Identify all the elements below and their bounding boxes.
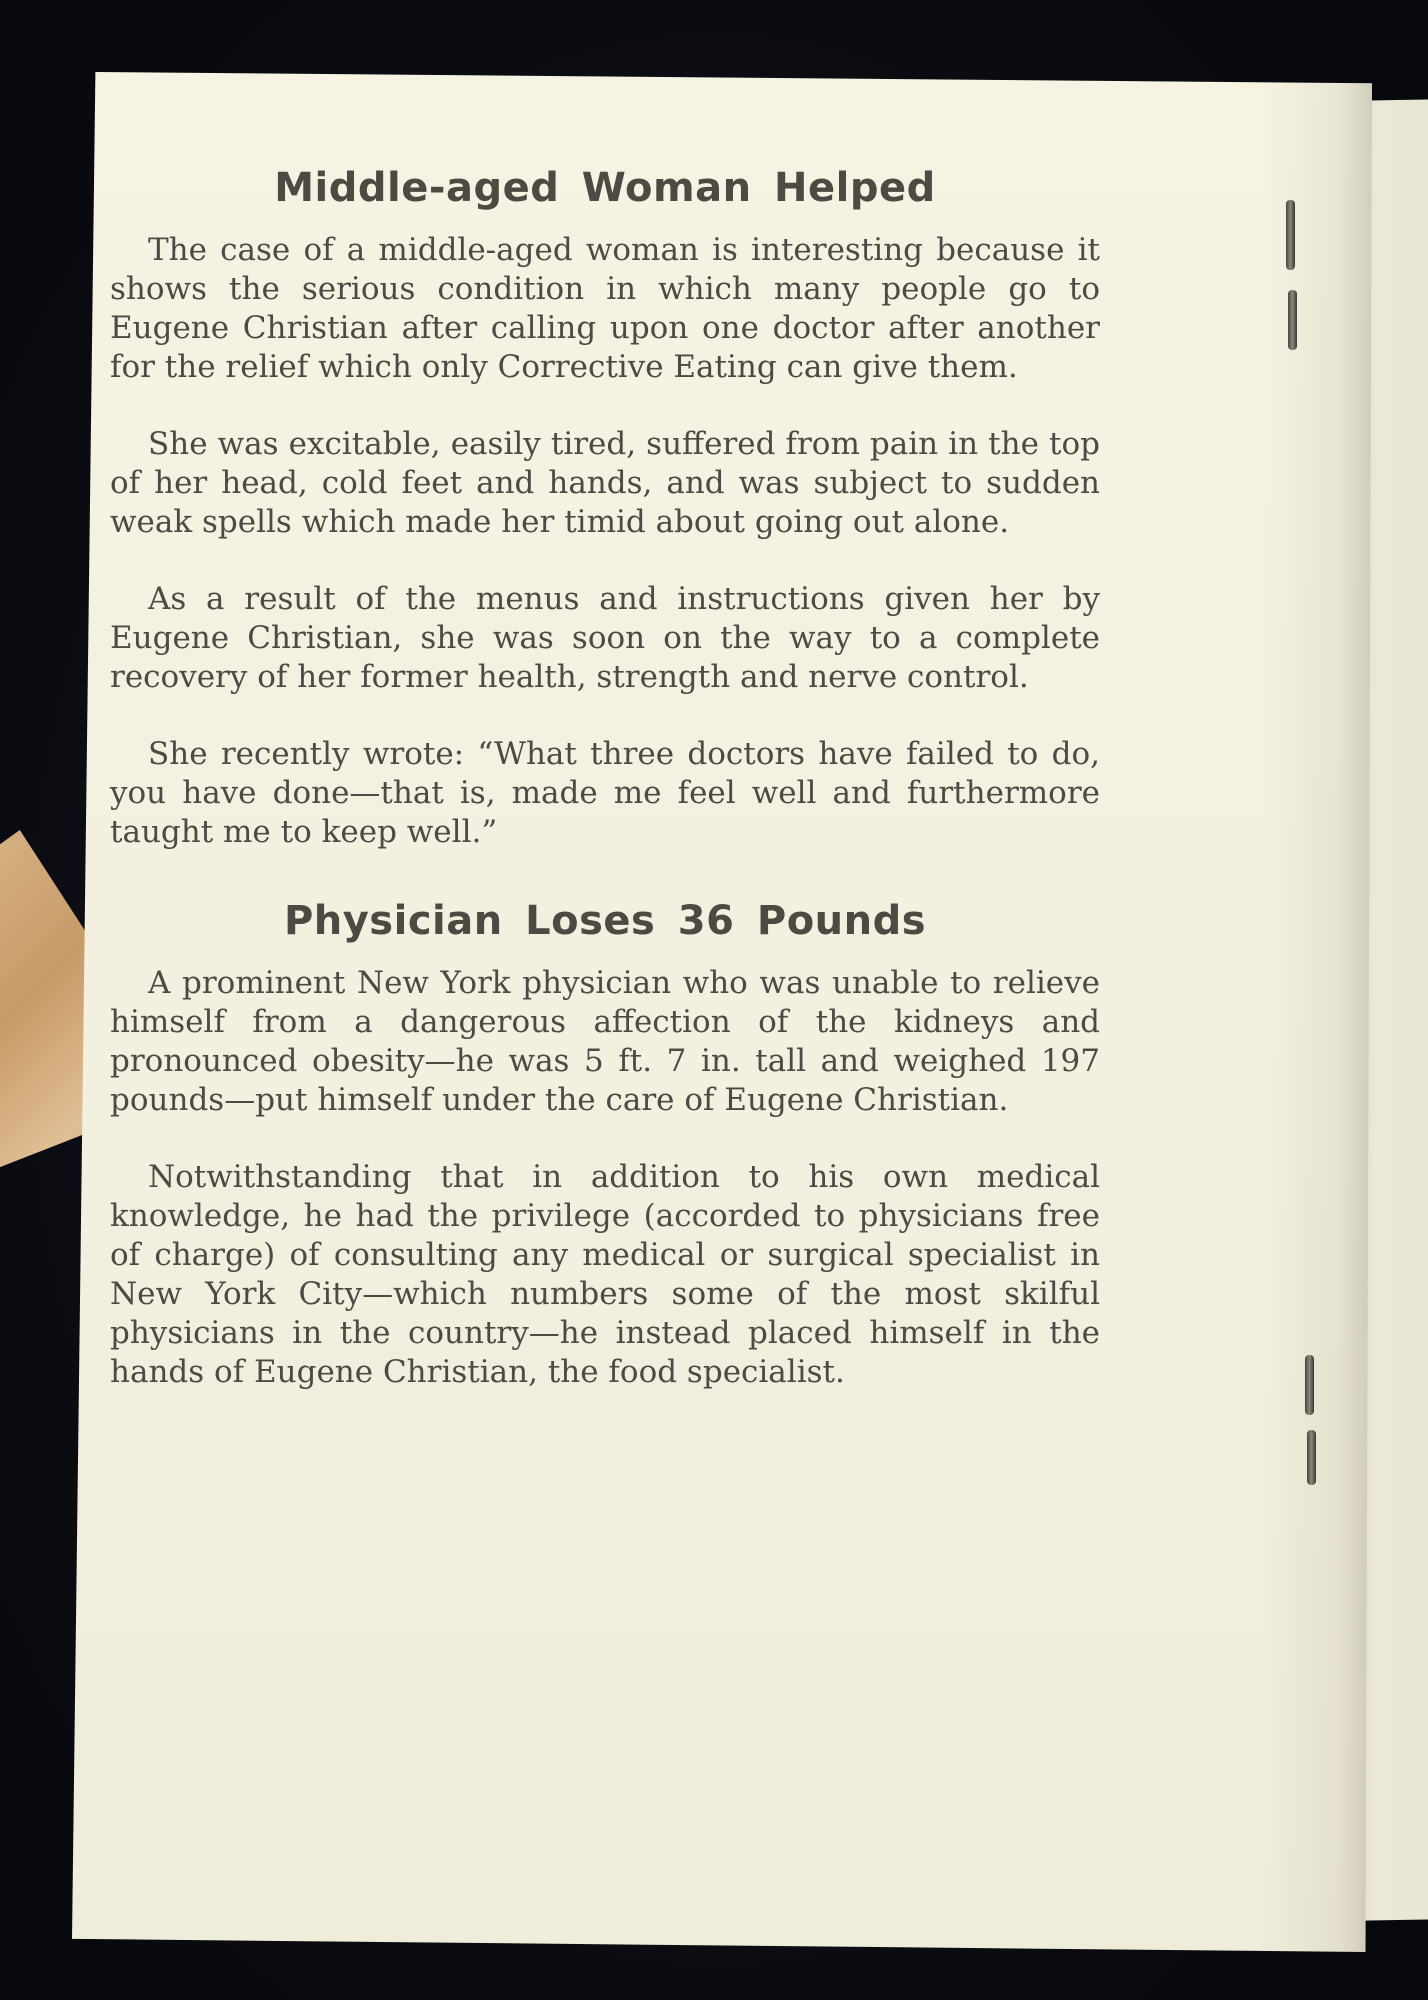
page-text (110, 165, 1100, 1392)
paragraph: The case of a middle-aged woman is interesting because it shows the serious condition in which many people go to Eugene Christian after calling upon one doctor after another for the relief which only Corrective Eating can give them. (110, 232, 1100, 385)
paragraph: She was excitable, easily tired, suffered from pain in the top of her head, cold feet and hands, and was subject to sudden weak spells which made her timid about going out alone. (110, 426, 1100, 540)
paragraph: Notwithstanding that in addition to his own medical knowledge, he had the privilege (accorded to physicians free of charge) of consulting any medical or surgical specialist in New York City—which numbers some of the most skilful physicians in the country—he instead placed himself in the hands of Eugene Christian, the food specialist. (110, 1159, 1100, 1390)
section-heading: Middle-aged Woman Helped (274, 165, 936, 211)
gutter-shadow (1262, 72, 1372, 1952)
paragraph: A prominent New York physician who was unable to relieve himself from a dangerous affection of the kidneys and pronounced obesity—he was 5 ft. 7 in. tall and weighed 197 pounds—put himself under the care of Eugene Christian. (110, 965, 1100, 1118)
section-heading: Physician Loses 36 Pounds (283, 898, 927, 944)
paragraph: As a result of the menus and instructions given her by Eugene Christian, she was soon on the way to a complete recovery of her former health, strength and nerve control. (110, 581, 1100, 695)
section-physician-loses (110, 898, 1100, 1392)
staple-bottom-upper (1305, 1355, 1314, 1415)
staple-top-lower (1288, 290, 1297, 350)
staple-top-upper (1286, 200, 1295, 270)
paragraph: She recently wrote: “What three doctors have failed to do, you have done—that is, made me feel well and furthermore taught me to keep well.” (110, 736, 1100, 850)
section-woman-helped (110, 165, 1100, 852)
staple-bottom-lower (1307, 1430, 1316, 1485)
